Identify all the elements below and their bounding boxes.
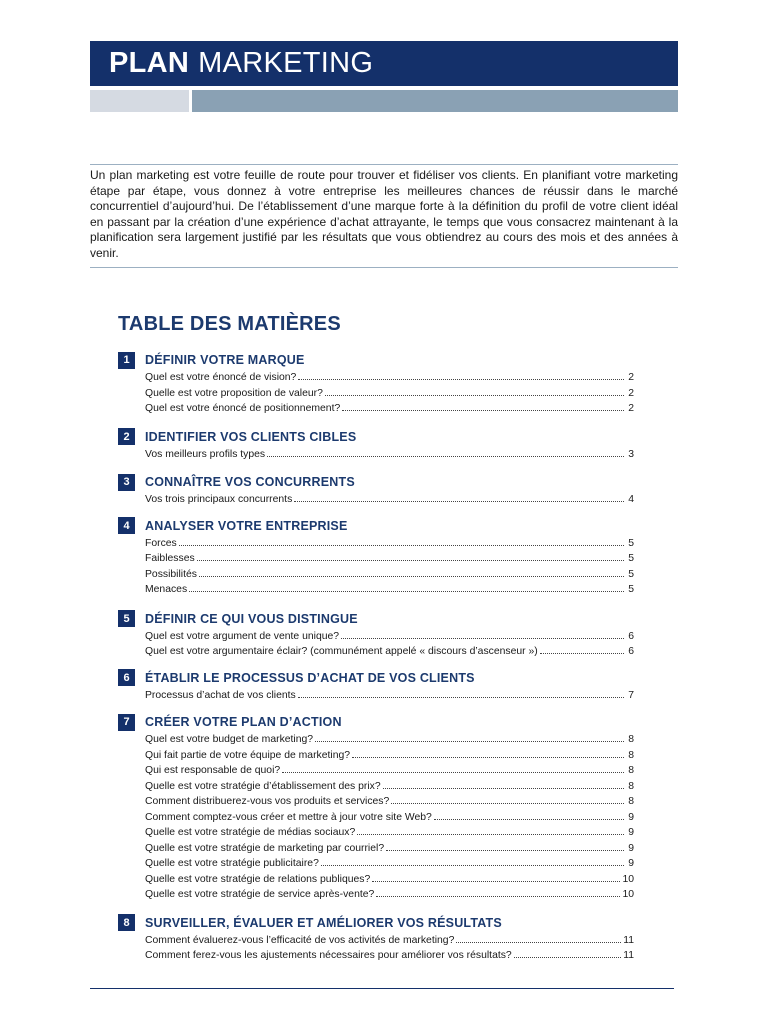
dot-leader: [199, 567, 624, 577]
toc-entry-label: Quelle est votre stratégie de relations publiques?: [145, 873, 371, 885]
toc-page-number: 11: [623, 934, 634, 946]
toc-entry-label: Quel est votre énoncé de positionnement?: [145, 403, 341, 414]
toc-page-number: 9: [628, 827, 634, 838]
toc-entry-label: Processus d’achat de vos clients: [145, 689, 296, 701]
toc-section-2: [118, 427, 634, 463]
dot-leader: [321, 856, 624, 866]
toc-entry[interactable]: [145, 551, 634, 567]
toc-section-heading[interactable]: [118, 712, 634, 732]
toc-entry[interactable]: [145, 933, 634, 949]
decorative-stripe-right: [192, 90, 678, 112]
dot-leader: [357, 825, 624, 835]
dot-leader: [376, 887, 620, 897]
toc-entry[interactable]: [145, 825, 634, 841]
toc-entry-label: Faiblesses: [145, 553, 195, 564]
dot-leader: [298, 370, 624, 380]
title-bold: PLAN: [109, 47, 190, 79]
toc-page-number: 2: [628, 403, 634, 414]
dot-leader: [341, 629, 624, 639]
toc-entry-label: Quelle est votre stratégie d’établissement des prix?: [145, 780, 381, 792]
toc-entry[interactable]: [145, 629, 634, 645]
title-rest: MARKETING: [198, 47, 374, 79]
toc-entry[interactable]: [145, 841, 634, 857]
toc-entry[interactable]: [145, 748, 634, 764]
toc-entry-label: Quel est votre argumentaire éclair? (communément appelé « discours d’ascenseur »): [145, 646, 538, 657]
dot-leader: [456, 933, 621, 943]
dot-leader: [342, 401, 624, 411]
toc-entry[interactable]: [145, 779, 634, 795]
section-number-badge: 8: [118, 914, 135, 931]
toc-page-number: 5: [628, 553, 634, 564]
toc-entry-label: Vos meilleurs profils types: [145, 448, 266, 460]
toc-page-number: 2: [628, 387, 634, 399]
toc-entry[interactable]: [145, 732, 634, 748]
toc-section-8: [118, 913, 634, 964]
decorative-stripe-left: [90, 90, 189, 112]
toc-entry[interactable]: [145, 644, 634, 660]
toc-entry-label: Comment évaluerez-vous l’efficacité de vos activités de marketing?: [145, 934, 455, 946]
toc-entry[interactable]: [145, 447, 634, 463]
toc-page-number: 6: [628, 630, 634, 642]
toc-entry-label: Comment ferez-vous les ajustements nécessaires pour améliorer vos résultats?: [145, 950, 512, 961]
toc-entry[interactable]: [145, 567, 634, 583]
toc-entry[interactable]: [145, 810, 634, 826]
toc-entry[interactable]: [145, 856, 634, 872]
toc-page-number: 8: [628, 734, 634, 745]
toc-entry-label: Quel est votre budget de marketing?: [145, 734, 314, 745]
dot-leader: [383, 779, 624, 789]
toc-page-number: 2: [628, 372, 634, 383]
section-number-badge: 7: [118, 714, 135, 731]
toc-page-number: 5: [628, 537, 634, 549]
toc-page-number: 8: [628, 780, 634, 792]
toc-entry[interactable]: [145, 492, 634, 508]
toc-section-heading[interactable]: [118, 609, 634, 629]
toc-entry-label: Qui est responsable de quoi?: [145, 765, 281, 776]
toc-page-number: 7: [628, 689, 634, 701]
section-number-badge: 1: [118, 352, 135, 369]
section-title: ANALYSER VOTRE ENTREPRISE: [145, 518, 348, 533]
toc-entry[interactable]: [145, 948, 634, 964]
toc-entry[interactable]: [145, 794, 634, 810]
section-number-badge: 6: [118, 669, 135, 686]
toc-page-number: 9: [628, 858, 634, 869]
toc-section-heading[interactable]: [118, 913, 634, 933]
toc-entry[interactable]: [145, 582, 634, 598]
section-number-badge: 3: [118, 474, 135, 491]
toc-page-number: 8: [628, 796, 634, 807]
toc-entry-label: Quelle est votre stratégie de marketing par courriel?: [145, 842, 385, 854]
toc-entry-label: Comment distribuerez-vous vos produits et services?: [145, 796, 390, 807]
toc-section-heading[interactable]: [118, 668, 634, 688]
section-number-badge: 4: [118, 517, 135, 534]
toc-entry-label: Quelle est votre stratégie publicitaire?: [145, 858, 319, 869]
toc-section-4: [118, 516, 634, 598]
dot-leader: [434, 810, 624, 820]
dot-leader: [197, 551, 624, 561]
toc-page-number: 11: [623, 950, 634, 961]
toc-entry[interactable]: [145, 688, 634, 704]
toc-section-heading[interactable]: [118, 516, 634, 536]
section-title: DÉFINIR CE QUI VOUS DISTINGUE: [145, 611, 358, 626]
toc-section-6: [118, 668, 634, 704]
dot-leader: [514, 948, 621, 958]
toc-page-number: 5: [628, 584, 634, 595]
dot-leader: [189, 582, 624, 592]
toc-entry[interactable]: [145, 887, 634, 903]
toc-entry-label: Quelle est votre stratégie de service après-vente?: [145, 889, 375, 900]
toc-entry-label: Comment comptez-vous créer et mettre à jour votre site Web?: [145, 811, 432, 823]
section-number-badge: 2: [118, 428, 135, 445]
toc-title: TABLE DES MATIÈRES: [118, 313, 341, 335]
toc-section-heading[interactable]: [118, 350, 634, 370]
toc-section-5: [118, 609, 634, 660]
section-title: DÉFINIR VOTRE MARQUE: [145, 353, 305, 367]
dot-leader: [294, 492, 624, 502]
dot-leader: [372, 872, 620, 882]
toc-entry[interactable]: [145, 536, 634, 552]
toc-section-7: [118, 712, 634, 903]
toc-entry[interactable]: [145, 763, 634, 779]
toc-entry-label: Qui fait partie de votre équipe de marketing?: [145, 749, 351, 761]
section-title: IDENTIFIER VOS CLIENTS CIBLES: [145, 429, 357, 444]
dot-leader: [315, 732, 624, 742]
dot-leader: [325, 386, 624, 396]
dot-leader: [352, 748, 624, 758]
toc-entry-label: Vos trois principaux concurrents: [145, 494, 293, 505]
toc-entry[interactable]: [145, 872, 634, 888]
toc-section-heading[interactable]: [118, 472, 634, 492]
toc-entry[interactable]: [145, 401, 634, 417]
toc-entry-label: Forces: [145, 537, 177, 549]
toc-page-number: 5: [628, 568, 634, 580]
dot-leader: [298, 688, 624, 698]
toc-entry-label: Quelle est votre stratégie de médias sociaux?: [145, 827, 356, 838]
intro-paragraph: Un plan marketing est votre feuille de route pour trouver et fidéliser vos clients. En planifiant votre marketing étape par étape, vous donnez à votre entreprise les meilleures chances de réussir dans le marché concurrentiel d’aujourd’hui. De l’établissement d’une marque forte à la définition du profil de votre client idéal en passant par la création d’une expérience d’achat attrayante, le temps que vous consacrez maintenant à la planification sera largement justifié par les résultats que vous obtiendrez au cours des mois et des années à venir.: [90, 164, 678, 268]
toc-entry-label: Possibilités: [145, 568, 197, 580]
toc-page-number: 6: [628, 646, 634, 657]
toc-section-3: [118, 472, 634, 508]
dot-leader: [282, 763, 624, 773]
toc-entry[interactable]: [145, 386, 634, 402]
toc-page-number: 8: [628, 765, 634, 776]
section-number-badge: 5: [118, 610, 135, 627]
document-title-banner: [90, 41, 678, 86]
toc-entry[interactable]: [145, 370, 634, 386]
section-title: CRÉER VOTRE PLAN D’ACTION: [145, 715, 342, 729]
footer-divider: [90, 988, 674, 989]
table-of-contents: [118, 350, 634, 964]
section-title: CONNAÎTRE VOS CONCURRENTS: [145, 475, 355, 489]
toc-section-heading[interactable]: [118, 427, 634, 447]
dot-leader: [179, 536, 624, 546]
dot-leader: [391, 794, 624, 804]
section-title: SURVEILLER, ÉVALUER ET AMÉLIORER VOS RÉSULTATS: [145, 915, 502, 930]
toc-page-number: 4: [628, 494, 634, 505]
toc-page-number: 8: [628, 749, 634, 761]
toc-page-number: 10: [622, 873, 634, 885]
dot-leader: [267, 447, 624, 457]
section-title: ÉTABLIR LE PROCESSUS D’ACHAT DE VOS CLIENTS: [145, 670, 475, 685]
dot-leader: [540, 644, 624, 654]
toc-section-1: [118, 350, 634, 417]
toc-page-number: 9: [628, 811, 634, 823]
toc-page-number: 10: [622, 889, 634, 900]
dot-leader: [386, 841, 624, 851]
toc-entry-label: Quel est votre argument de vente unique?: [145, 630, 340, 642]
toc-entry-label: Menaces: [145, 584, 188, 595]
toc-entry-label: Quel est votre énoncé de vision?: [145, 372, 297, 383]
toc-page-number: 3: [628, 448, 634, 460]
toc-page-number: 9: [628, 842, 634, 854]
toc-entry-label: Quelle est votre proposition de valeur?: [145, 387, 323, 399]
